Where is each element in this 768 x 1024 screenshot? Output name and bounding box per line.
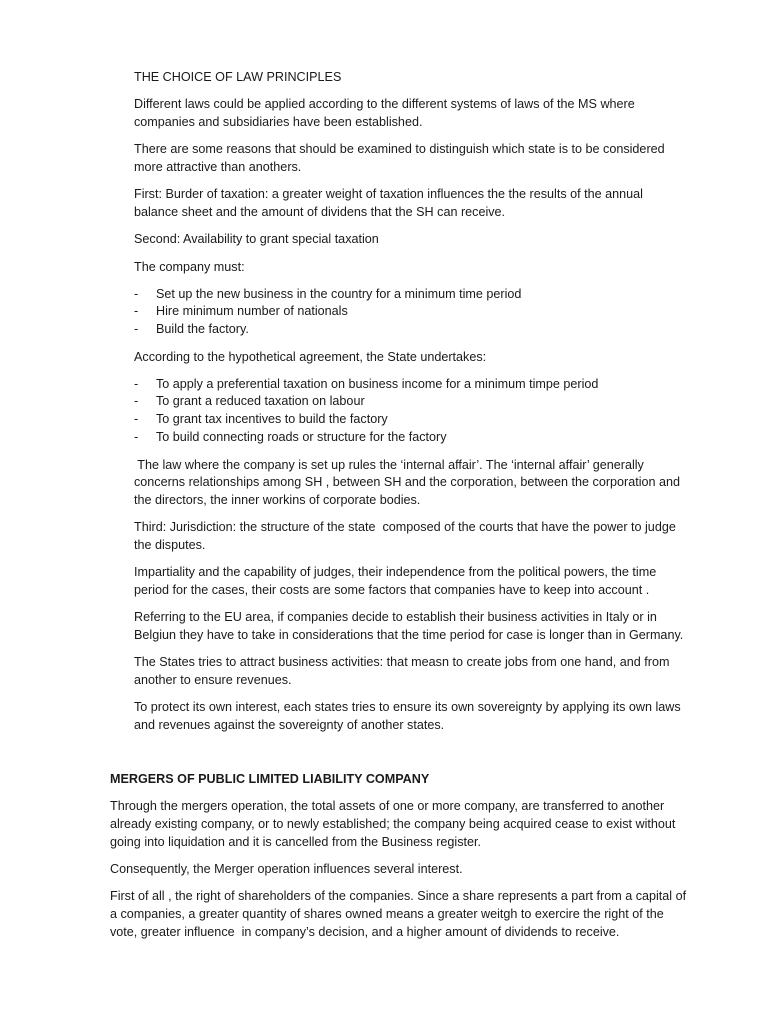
paragraph-line: another to ensure revenues. bbox=[134, 673, 292, 687]
section-title-mergers: MERGERS OF PUBLIC LIMITED LIABILITY COMPANY bbox=[110, 772, 430, 786]
paragraph-line: vote, greater influence in company’s decision, and a higher amount of dividends to receive. bbox=[110, 925, 620, 939]
list-item: Set up the new business in the country for a minimum time period bbox=[156, 287, 522, 301]
paragraph-line: Through the mergers operation, the total assets of one or more company, are transferred to another bbox=[110, 799, 665, 813]
paragraph-line: Third: Jurisdiction: the structure of the state composed of the courts that have the power to judge bbox=[134, 520, 676, 534]
list-item: To apply a preferential taxation on business income for a minimum timpe period bbox=[156, 377, 599, 391]
paragraph-line: and revenues against the sovereignty of another states. bbox=[134, 718, 445, 732]
paragraph-line: going into liquidation and it is cancelled from the Business register. bbox=[110, 835, 482, 849]
list-bullet: - bbox=[134, 412, 139, 426]
paragraph-line: the disputes. bbox=[134, 538, 206, 552]
paragraph-line: concerns relationships among SH , between SH and the corporation, between the corporation and bbox=[134, 475, 681, 489]
paragraph-line: balance sheet and the amount of dividens that the SH can receive. bbox=[134, 205, 506, 219]
list-bullet: - bbox=[134, 304, 139, 318]
paragraph-line: Impartiality and the capability of judges, their independence from the political powers, the time bbox=[134, 565, 657, 579]
list-item: Hire minimum number of nationals bbox=[156, 304, 348, 318]
list-bullet: - bbox=[134, 430, 139, 444]
list-item: To grant tax incentives to build the factory bbox=[156, 412, 388, 426]
list-item: To grant a reduced taxation on labour bbox=[156, 394, 365, 408]
paragraph-line: a companies, a greater quantity of shares owned means a greater weitgh to exercire the right of the bbox=[110, 907, 664, 921]
paragraph-line: Different laws could be applied according to the different systems of laws of the MS where bbox=[134, 97, 635, 111]
paragraph-line: The law where the company is set up rules the ‘internal affair’. The ‘internal affair’ generally bbox=[134, 458, 644, 472]
paragraph-line: already existing company, or to newly established; the company being acquired cease to exist without bbox=[110, 817, 676, 831]
list-item: To build connecting roads or structure for the factory bbox=[156, 430, 447, 444]
paragraph-line: Belgiun they have to take in considerations that the time period for case is longer than in Germany. bbox=[134, 628, 684, 642]
paragraph-line: According to the hypothetical agreement, the State undertakes: bbox=[134, 350, 487, 364]
paragraph-line: Referring to the EU area, if companies decide to establish their business activities in Italy or in bbox=[134, 610, 657, 624]
paragraph-line: To protect its own interest, each states tries to ensure its own sovereignty by applying its own laws bbox=[134, 700, 681, 714]
paragraph-line: period for the cases, their costs are some factors that companies have to keep into account . bbox=[134, 583, 650, 597]
paragraph-line: companies and subsidiaries have been established. bbox=[134, 115, 423, 129]
list-item: Build the factory. bbox=[156, 322, 249, 336]
paragraph-line: Consequently, the Merger operation influences several interest. bbox=[110, 862, 463, 876]
paragraph-line: First of all , the right of shareholders of the companies. Since a share represents a part from a capital of bbox=[110, 889, 687, 903]
list-bullet: - bbox=[134, 287, 139, 301]
paragraph-line: First: Burder of taxation: a greater weight of taxation influences the the results of the annual bbox=[134, 187, 643, 201]
paragraph-line: the directors, the inner workins of corporate bodies. bbox=[134, 493, 421, 507]
paragraph-line: Second: Availability to grant special taxation bbox=[134, 232, 379, 246]
paragraph-line: more attractive than anothers. bbox=[134, 160, 302, 174]
list-bullet: - bbox=[134, 322, 139, 336]
list-bullet: - bbox=[134, 377, 139, 391]
section-title-choice-of-law: THE CHOICE OF LAW PRINCIPLES bbox=[134, 70, 342, 84]
paragraph-line: There are some reasons that should be examined to distinguish which state is to be considered bbox=[134, 142, 665, 156]
paragraph-line: The company must: bbox=[134, 260, 245, 274]
paragraph-line: The States tries to attract business activities: that measn to create jobs from one hand, and from bbox=[134, 655, 670, 669]
list-bullet: - bbox=[134, 394, 139, 408]
